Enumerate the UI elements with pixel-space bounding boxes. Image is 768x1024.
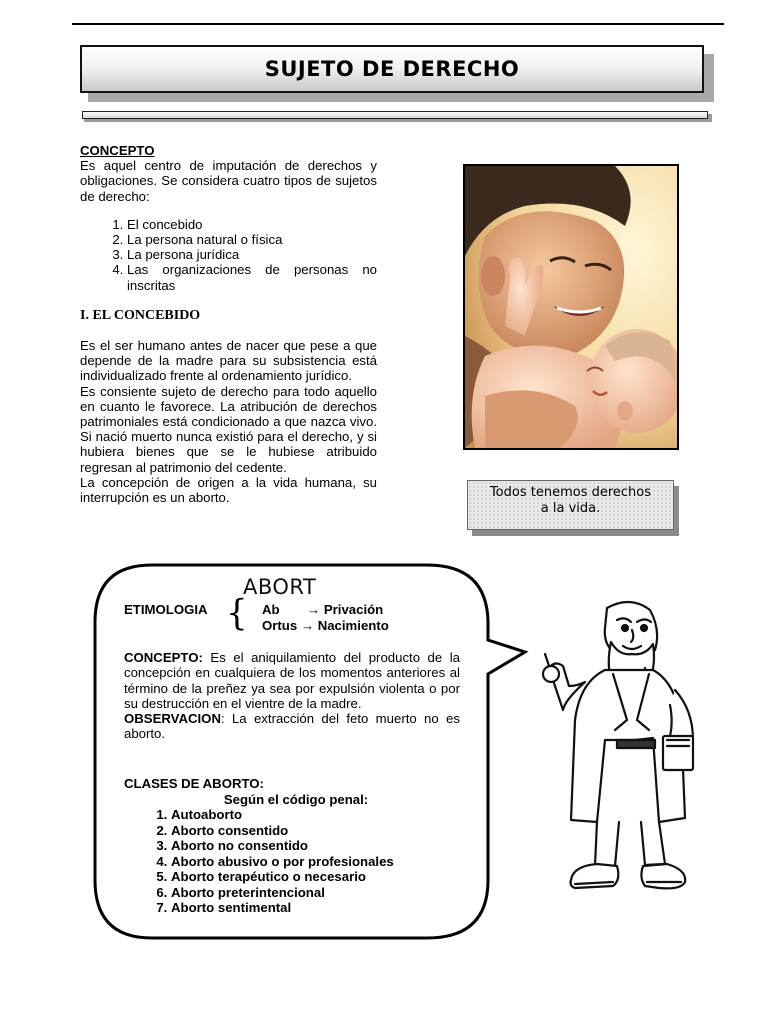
father-and-baby-photo-icon <box>465 166 677 448</box>
abort-concepto <box>124 650 460 711</box>
list-item: 2. Aborto consentido <box>171 823 460 839</box>
etimologia-row <box>262 602 383 617</box>
list-item: 3. La persona jurídica <box>127 247 377 262</box>
abort-concepto-label: CONCEPTO: <box>124 650 203 665</box>
sujetos-list <box>80 217 377 293</box>
concepto-text: Es aquel centro de imputación de derechos y obligaciones. Se considera cuatro tipos de sujetos de derecho: <box>80 158 377 204</box>
list-item: 1. Autoaborto <box>171 807 460 823</box>
bubble-body <box>124 650 460 742</box>
list-item: 4. Aborto abusivo o por profesionales <box>171 854 460 870</box>
clases-section <box>124 776 460 916</box>
father-and-baby-photo <box>463 164 679 450</box>
caption-box <box>467 480 674 530</box>
concebido-paragraph-2: Es consiente sujeto de derecho para todo aquello en cuanto le favorece. La atribución de derechos patrimoniales está condicionado a que nazca vivo. Si nació muerto nunca existió para el derecho, y si hubiera bienes que se le hubiese atribuido regresan al patrimonio del cedente. <box>80 383 377 475</box>
brace-icon: { <box>226 592 248 634</box>
etimologia-term: Ortus <box>262 618 298 633</box>
arrow-icon: → <box>307 602 321 617</box>
etimologia-term: Ab <box>262 602 280 617</box>
list-item: 6. Aborto preterintencional <box>171 885 460 901</box>
clases-list <box>124 807 460 916</box>
left-text-column <box>80 143 377 505</box>
list-item: 4. Las organizaciones de personas no inscritas <box>127 262 377 292</box>
etimologia-meaning: Nacimiento <box>317 618 389 633</box>
list-item: 7. Aborto sentimental <box>171 900 460 916</box>
concebido-heading: I. EL CONCEBIDO <box>80 307 201 323</box>
concepto-heading: CONCEPTO <box>80 143 155 158</box>
caption-line-2: a la vida. <box>540 501 601 516</box>
list-item: 3. Aborto no consentido <box>171 838 460 854</box>
concebido-paragraph-3: La concepción de origen a la vida humana, su interrupción es un aborto. <box>80 474 377 506</box>
caption-line-1: Todos tenemos derechos <box>489 485 652 500</box>
title-banner <box>80 45 704 93</box>
etimologia-meaning: Privación <box>323 602 384 617</box>
divider-bar <box>82 111 708 119</box>
bubble-title: ABORT <box>243 575 317 599</box>
observacion-label: OBSERVACION <box>124 711 221 727</box>
clases-subheading: Según el código penal: <box>223 791 369 807</box>
top-rule <box>72 23 724 25</box>
observacion-text: : La extracción del feto muerto no es aborto. <box>124 711 460 742</box>
etimologia-row <box>262 618 389 633</box>
concebido-paragraph-1: Es el ser humano antes de nacer que pese a que depende de la madre para su subsistencia está individualizado frente al ordenamiento jurídico. <box>80 338 377 384</box>
list-item: 1. El concebido <box>127 217 377 232</box>
arrow-icon: → <box>300 618 315 633</box>
list-item: 2. La persona natural o física <box>127 232 377 247</box>
clases-heading: CLASES DE ABORTO: <box>124 776 264 791</box>
bearded-doctor-cartoon-icon <box>535 590 715 900</box>
page-title: SUJETO DE DERECHO <box>264 57 520 81</box>
etimologia-label: ETIMOLOGIA <box>124 602 208 617</box>
list-item: 5. Aborto terapéutico o necesario <box>171 869 460 885</box>
abort-observacion <box>124 711 460 742</box>
abort-concepto-text: Es el aniquilamiento del producto de la concepción en cualquiera de los momentos anteriores al término de la preñez ya sea por expulsión violenta o por su destrucción en el vientre de la madre. <box>124 650 460 711</box>
